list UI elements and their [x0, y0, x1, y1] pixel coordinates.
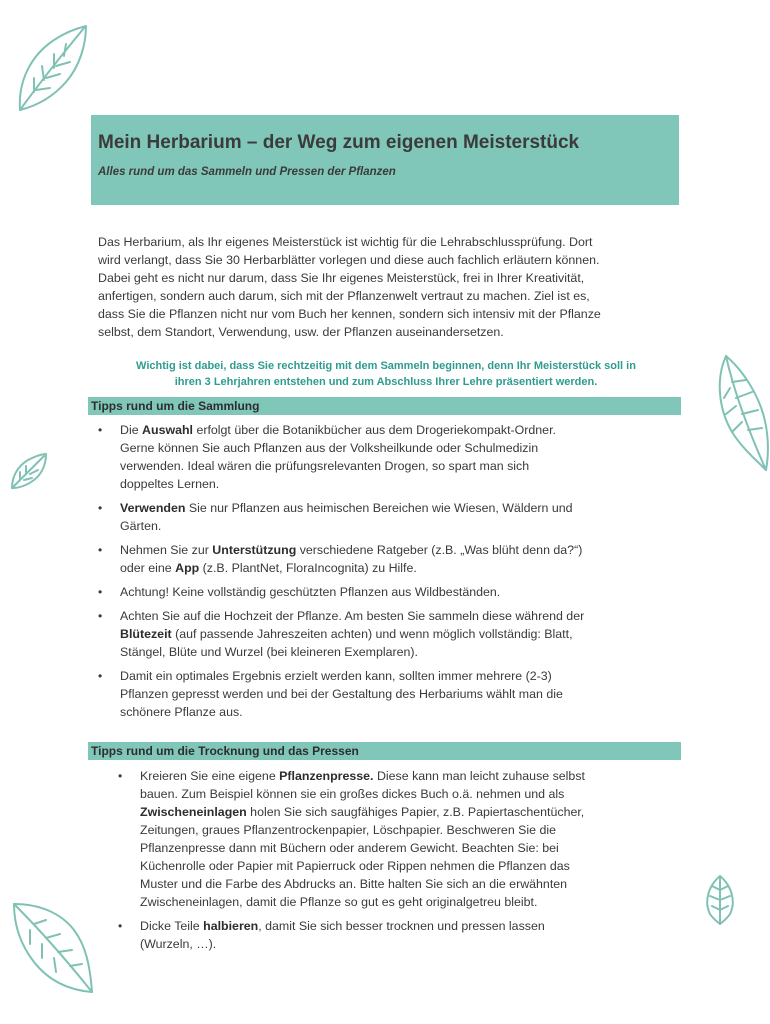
text: Diese kann man leicht zuhause selbst [373, 769, 585, 783]
highlight-line: Wichtig ist dabei, dass Sie rechtzeitig mit dem Sammeln beginnen, denn Ihr Meisterstück soll in [136, 360, 636, 372]
intro-line: Dabei geht es nicht nur darum, dass Sie Ihr eigenes Meisterstück, frei in Ihrer Kreativität, [98, 271, 585, 285]
text: (auf passende Jahreszeiten achten) und wenn möglich vollständig: Blatt, [171, 627, 573, 641]
intro-paragraph [98, 233, 678, 341]
page-subtitle: Alles rund um das Sammeln und Pressen der Pflanzen [98, 166, 396, 178]
text: (z.B. PlantNet, FloraIncognita) zu Hilfe. [199, 561, 417, 575]
list-item [116, 917, 676, 953]
tips-list-trocknung [116, 767, 676, 959]
text: Dicke Teile [140, 919, 204, 933]
page-title: Mein Herbarium – der Weg zum eigenen Meisterstück [98, 132, 580, 153]
list-item [116, 767, 676, 911]
leaf-icon [712, 352, 770, 476]
title-banner [91, 115, 679, 205]
text: Muster und die Farbe des Abdrucks an. Bitte halten Sie sich an die erwähnten [140, 877, 568, 891]
intro-line: anfertigen, sondern auch darum, sich mit der Pflanzenwelt vertraut zu machen. Ziel ist es, [98, 289, 590, 303]
text: Stängel, Blüte und Wurzel (bei kleineren Exemplaren). [120, 645, 418, 659]
text: Kreieren Sie eine eigene [140, 769, 280, 783]
bold-text: Auswahl [142, 423, 193, 437]
list-item [96, 541, 676, 577]
text: Die [120, 423, 143, 437]
text: Küchenrolle oder Papier mit Papierruck oder Rippen nehmen die Pflanzen das [140, 859, 570, 873]
leaf-icon [700, 872, 740, 928]
list-item [96, 583, 676, 601]
list-item [96, 607, 676, 661]
leaf-icon [8, 450, 48, 492]
text: erfolgt über die Botanikbücher aus dem Drogeriekompakt-Ordner. [193, 423, 556, 437]
text: oder eine [120, 561, 176, 575]
text: holen Sie sich saugfähiges Papier, z.B. Papiertaschentücher, [246, 805, 585, 819]
highlight-line: ihren 3 Lehrjahren entstehen und zum Abschluss Ihrer Lehre präsentiert werden. [174, 376, 598, 388]
intro-line: dass Sie die Pflanzen nicht nur vom Buch her kennen, sondern sich intensiv mit der Pflanze [98, 307, 601, 321]
list-item [96, 421, 676, 493]
section-heading-trocknung: Tipps rund um die Trocknung und das Pressen [88, 742, 681, 760]
text: • Achten Sie auf die Hochzeit der Pflanze. Am besten Sie sammeln diese während der [120, 609, 585, 623]
list-item [96, 499, 676, 535]
bold-text: Verwenden [120, 501, 186, 515]
highlight-note [92, 358, 680, 390]
text: Nehmen Sie zur [120, 543, 213, 557]
text: doppeltes Lernen. [120, 477, 220, 491]
bold-text: Pflanzenpresse. [279, 769, 374, 783]
text: Pflanzen gepresst werden und bei der Gestaltung des Herbariums wählt man die [120, 687, 563, 701]
text: Pflanzenpresse dann mit Büchern oder anderem Gewicht. Beachten Sie: bei [140, 841, 559, 855]
bold-text: Unterstützung [212, 543, 297, 557]
intro-line: wird verlangt, dass Sie 30 Herbarblätter vorlegen und diese auch fachlich erläutern können. [98, 253, 600, 267]
section-heading-sammlung: Tipps rund um die Sammlung [88, 397, 681, 415]
leaf-icon [14, 22, 90, 114]
text: Gärten. [120, 519, 162, 533]
text: Zeitungen, graues Pflanzentrockenpapier, Löschpapier. Beschweren Sie die [140, 823, 557, 837]
tips-list-sammlung [96, 421, 676, 727]
text: Gerne können Sie auch Pflanzen aus der Volksheilkunde oder Schulmedizin [120, 441, 539, 455]
leaf-icon [10, 900, 96, 996]
text: verschiedene Ratgeber (z.B. „Was blüht denn da?“) [296, 543, 583, 557]
text: verwenden. Ideal wären die prüfungsrelevanten Drogen, so spart man sich [120, 459, 530, 473]
bold-text: Zwischeneinlagen [140, 805, 247, 819]
text: • Damit ein optimales Ergebnis erzielt werden kann, sollten immer mehrere (2-3) [120, 669, 552, 683]
text: (Wurzeln, …). [140, 937, 217, 951]
text: , damit Sie sich besser trocknen und pressen lassen [258, 919, 545, 933]
intro-line: Das Herbarium, als Ihr eigenes Meisterstück ist wichtig für die Lehrabschlussprüfung. Dort [98, 235, 593, 249]
text: • Achtung! Keine vollständig geschützten Pflanzen aus Wildbeständen. [120, 585, 501, 599]
text: Sie nur Pflanzen aus heimischen Bereichen wie Wiesen, Wäldern und [185, 501, 573, 515]
list-item [96, 667, 676, 721]
text: bauen. Zum Beispiel können sie ein großes dickes Buch o.ä. nehmen und als [140, 787, 565, 801]
text: Zwischeneinlagen, damit die Pflanze so gut es geht originalgetreu bleibt. [140, 895, 538, 909]
bold-text: halbieren [203, 919, 259, 933]
bold-text: Blütezeit [120, 627, 172, 641]
text: schönere Pflanze aus. [120, 705, 243, 719]
intro-line: selbst, dem Standort, Verwendung, usw. der Pflanzen auseinandersetzen. [98, 325, 504, 339]
bold-text: App [175, 561, 200, 575]
